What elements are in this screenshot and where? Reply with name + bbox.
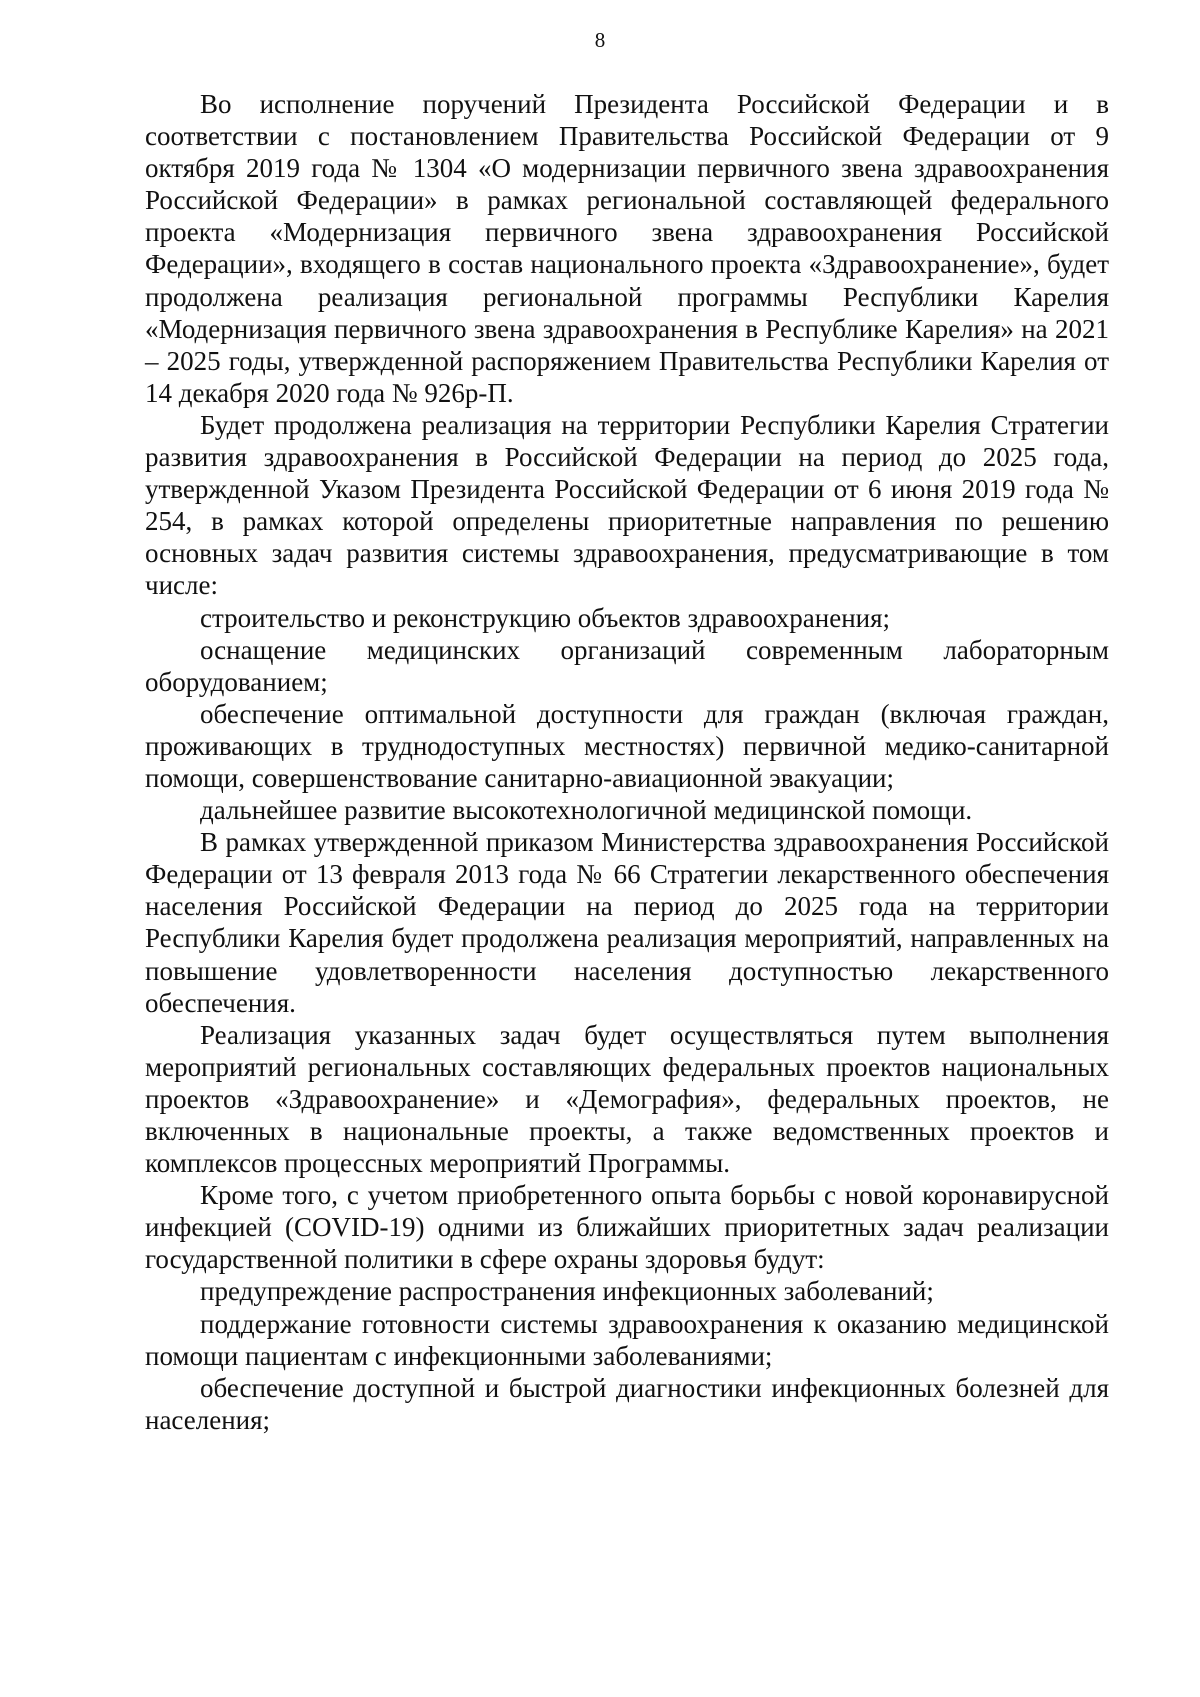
paragraph-drug-supply-strategy: В рамках утвержденной приказом Министерства здравоохранения Российской Федерации от 13 февраля 2013 года № 66 Стратегии лекарственного обеспечения населения Российской Федерации на период до 2025 года на территории Республики Карелия будет продолжена реализация мероприятий, направленных на повышение удовлетворенности населения доступностью лекарственного обеспечения. [145, 827, 1109, 1018]
list-item-infection-prevention: предупреждение распространения инфекционных заболеваний; [200, 1276, 934, 1307]
paragraph-covid-priorities: Кроме того, с учетом приобретенного опыта борьбы с новой коронавирусной инфекцией (COVID-19) одними из ближайших приоритетных задач реализации государственной политики в сфере охраны здоровья будут: [145, 1180, 1109, 1275]
paragraph-healthcare-strategy: Будет продолжена реализация на территории Республики Карелия Стратегии развития здравоохранения в Российской Федерации на период до 2025 года, утвержденной Указом Президента Российской Федерации от 6 июня 2019 года № 254, в рамках которой определены приоритетные направления по решению основных задач развития системы здравоохранения, предусматривающие в том числе: [145, 409, 1109, 601]
list-item-system-readiness: поддержание готовности системы здравоохранения к оказанию медицинской помощи пациентам с инфекционными заболеваниями; [145, 1308, 1109, 1371]
list-item-high-tech-care: дальнейшее развитие высокотехнологичной медицинской помощи. [200, 795, 973, 826]
list-item-construction: строительство и реконструкцию объектов здравоохранения; [200, 602, 891, 633]
paragraph-implementation: Реализация указанных задач будет осуществляться путем выполнения мероприятий региональных составляющих федеральных проектов национальных проектов «Здравоохранение» и «Демография», федеральных проектов, не включенных в национальные проекты, а также ведомственных проектов и комплексов процессных мероприятий Программы. [145, 1019, 1109, 1179]
list-item-primary-care-access: обеспечение оптимальной доступности для граждан (включая граждан, проживающих в труднодоступных местностях) первичной медико-санитарной помощи, совершенствование санитарно-авиационной эвакуации; [145, 698, 1109, 793]
paragraph-presidential-instructions: Во исполнение поручений Президента Российской Федерации и в соответствии с постановлением Правительства Российской Федерации от 9 октября 2019 года № 1304 «О модернизации первичного звена здравоохранения Российской Федерации» в рамках региональной составляющей федерального проекта «Модернизация первичного звена здравоохранения Российской Федерации», входящего в состав национального проекта «Здравоохранение», будет продолжена реализация региональной программы Республики Карелия «Модернизация первичного звена здравоохранения в Республике Карелия» на 2021 – 2025 годы, утвержденной распоряжением Правительства Республики Карелия от 14 декабря 2020 года № 926р-П. [145, 89, 1109, 408]
list-item-lab-equipment: оснащение медицинских организаций современным лабораторным оборудованием; [145, 634, 1109, 697]
list-item-diagnostics: обеспечение доступной и быстрой диагностики инфекционных болезней для населения; [145, 1372, 1109, 1435]
page-number: 8 [594, 28, 606, 52]
document-body [145, 88, 1109, 1436]
